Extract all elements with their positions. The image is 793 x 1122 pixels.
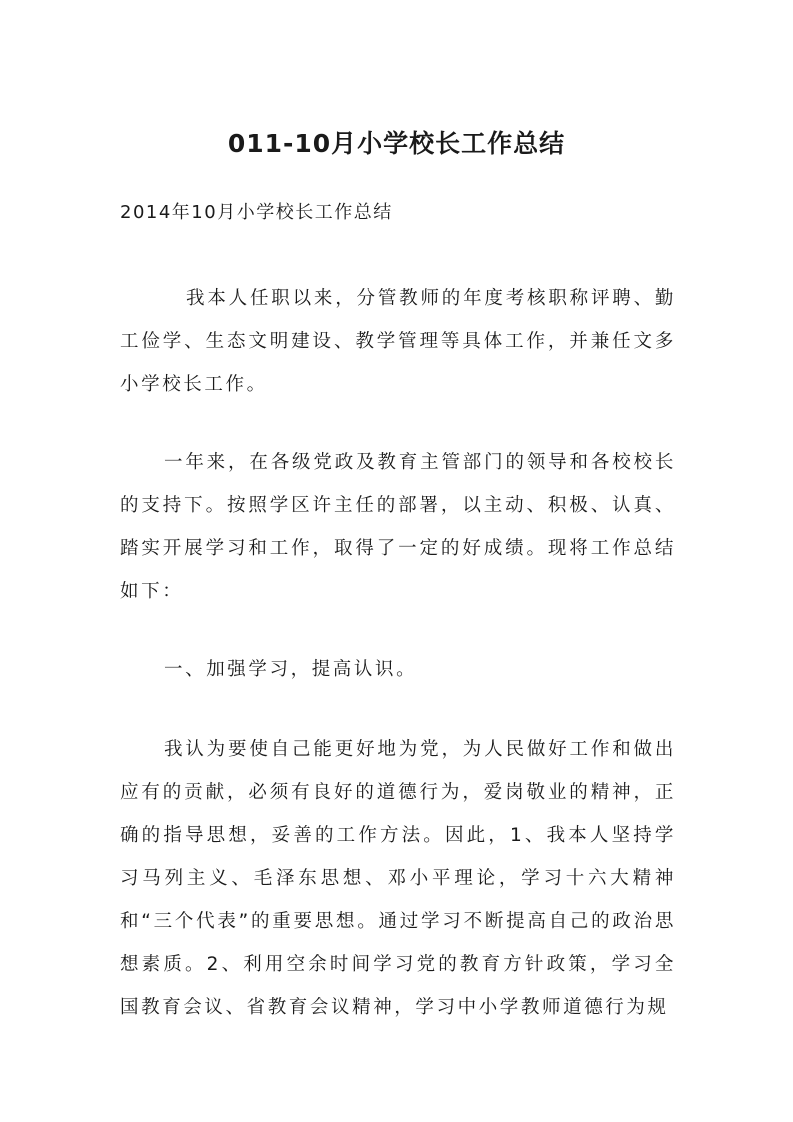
paragraph-intro: 我本人任职以来，分管教师的年度考核职称评聘、勤工俭学、生态文明建设、教学管理等具体工作，并兼任文多小学校长工作。 xyxy=(120,288,676,395)
section-heading-study: 一、加强学习，提高认识。 xyxy=(164,659,418,680)
document-title: 011-10月小学校长工作总结 xyxy=(227,129,566,158)
paragraph-study: 我认为要使自己能更好地为党，为人民做好工作和做出应有的贡献，必须有良好的道德行为，爱岗敬业的精神，正确的指导思想，妥善的工作方法。因此，1、我本人坚持学习马列主义、毛泽东思想、邓小平理论，学习十六大精神和“三个代表”的重要思想。通过学习不断提高自己的政治思想素质。2、利用空余时间学习党的教育方针政策，学习全国教育会议、省教育会议精神，学习中小学教师道德行为规 xyxy=(120,739,676,1018)
paragraph-overview: 一年来，在各级党政及教育主管部门的领导和各校校长的支持下。按照学区许主任的部署，以主动、积极、认真、踏实开展学习和工作，取得了一定的好成绩。现将工作总结如下： xyxy=(120,452,676,602)
document-subtitle: 2014年10月小学校长工作总结 xyxy=(120,202,393,223)
